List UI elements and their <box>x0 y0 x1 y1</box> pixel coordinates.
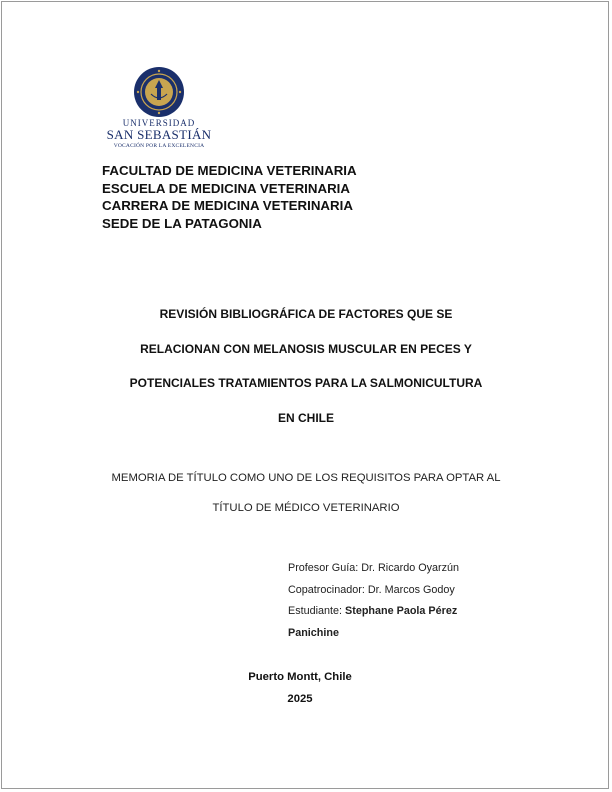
title-line: POTENCIALES TRATAMIENTOS PARA LA SALMONICULTURA <box>129 376 483 390</box>
degree-line: MEMORIA DE TÍTULO COMO UNO DE LOS REQUISITOS PARA OPTAR AL <box>111 472 501 484</box>
student-name: Stephane Paola Pérez <box>345 605 458 617</box>
place: Puerto Montt, Chile <box>248 671 352 683</box>
student-name-continued: Panichine <box>288 626 340 639</box>
campus-line: SEDE DE LA PATAGONIA <box>102 215 262 231</box>
title-line: REVISIÓN BIBLIOGRÁFICA DE FACTORES QUE SE <box>159 307 453 321</box>
career-line: CARRERA DE MEDICINA VETERINARIA <box>102 198 353 213</box>
logo-wordmark <box>100 118 218 150</box>
logo-line-2: SAN SEBASTIÁN <box>106 127 212 142</box>
degree-line: TÍTULO DE MÉDICO VETERINARIO <box>212 502 400 514</box>
guide-professor: Profesor Guía: Dr. Ricardo Oyarzún <box>288 562 460 574</box>
cosponsor: Copatrocinador: Dr. Marcos Godoy <box>288 583 455 596</box>
school-line: ESCUELA DE MEDICINA VETERINARIA <box>102 180 350 196</box>
credits-block <box>288 558 459 644</box>
student-line <box>288 601 459 623</box>
logo-tagline: VOCACIÓN POR LA EXCELENCIA <box>113 143 205 149</box>
university-logo <box>100 66 218 160</box>
faculty-line: FACULTAD DE MEDICINA VETERINARIA <box>102 163 357 178</box>
thesis-title <box>60 297 552 435</box>
university-seal-icon <box>133 66 185 118</box>
degree-statement <box>50 463 562 523</box>
place-and-date <box>200 666 400 710</box>
year: 2025 <box>287 693 313 705</box>
student-label: Estudiante: <box>288 605 343 617</box>
logo-line-1: UNIVERSIDAD <box>122 118 196 128</box>
title-line: EN CHILE <box>277 410 334 425</box>
title-line: RELACIONAN CON MELANOSIS MUSCULAR EN PECES Y <box>140 341 472 356</box>
faculty-header <box>102 162 357 232</box>
